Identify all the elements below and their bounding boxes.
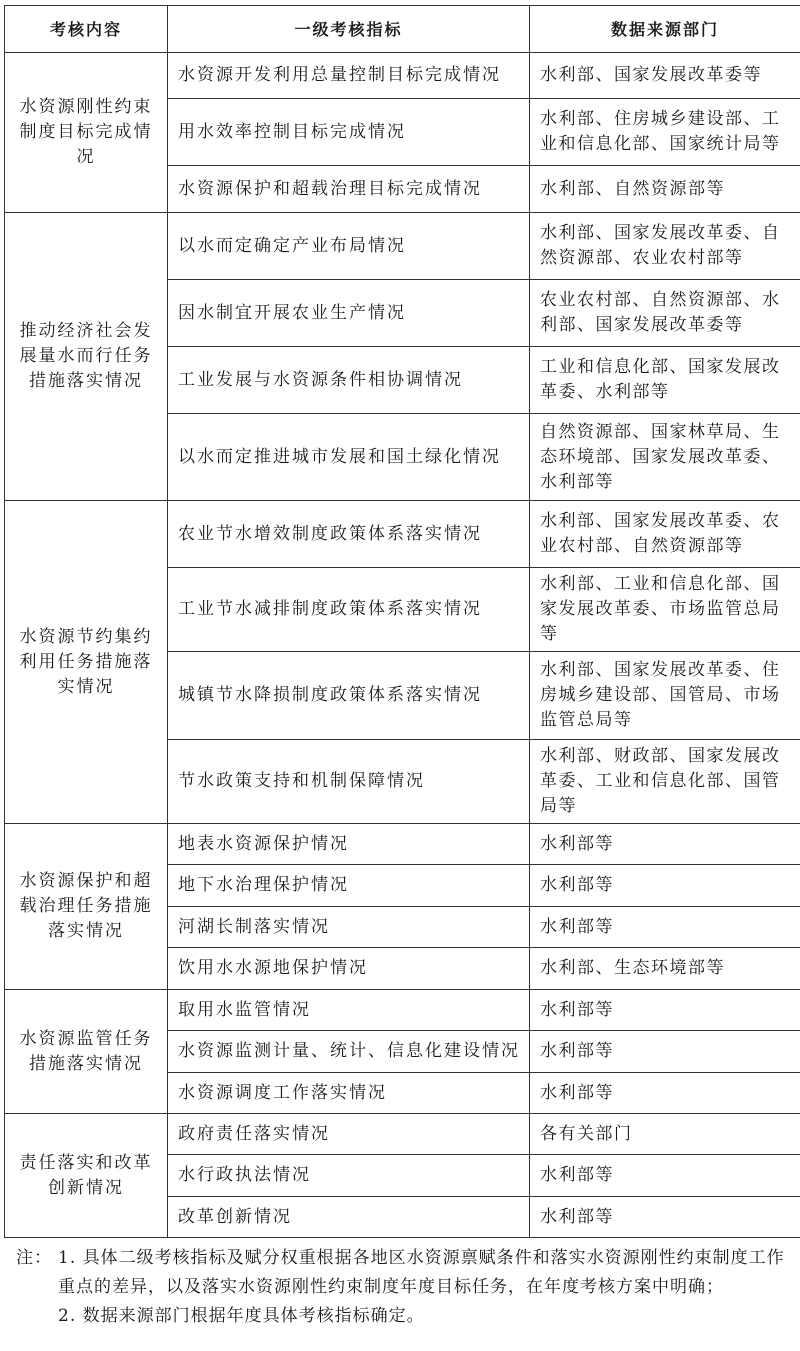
indicator-cell: 节水政策支持和机制保障情况 bbox=[168, 740, 530, 824]
source-department-cell: 水利部、生态环境部等 bbox=[530, 948, 800, 990]
indicator-cell: 河湖长制落实情况 bbox=[168, 907, 530, 948]
source-department-cell: 水利部等 bbox=[530, 1031, 800, 1073]
indicator-cell: 饮用水水源地保护情况 bbox=[168, 948, 530, 990]
indicator-cell: 以水而定推进城市发展和国土绿化情况 bbox=[168, 414, 530, 501]
assessment-content-cell: 推动经济社会发展量水而行任务措施落实情况 bbox=[5, 213, 168, 501]
assessment-content-cell: 水资源节约集约利用任务措施落实情况 bbox=[5, 501, 168, 824]
table-row bbox=[5, 501, 800, 568]
indicator-cell: 工业发展与水资源条件相协调情况 bbox=[168, 347, 530, 414]
indicator-cell: 政府责任落实情况 bbox=[168, 1114, 530, 1155]
indicator-cell: 水资源保护和超载治理目标完成情况 bbox=[168, 166, 530, 213]
assessment-table bbox=[4, 5, 800, 1238]
header-source: 数据来源部门 bbox=[530, 6, 800, 53]
source-department-cell: 各有关部门 bbox=[530, 1114, 800, 1155]
indicator-cell: 水资源调度工作落实情况 bbox=[168, 1073, 530, 1114]
header-row bbox=[5, 6, 800, 53]
source-department-cell: 水利部、自然资源部等 bbox=[530, 166, 800, 213]
assessment-content-cell: 水资源监管任务措施落实情况 bbox=[5, 990, 168, 1114]
indicator-cell: 水资源监测计量、统计、信息化建设情况 bbox=[168, 1031, 530, 1073]
notes bbox=[16, 1244, 792, 1331]
indicator-cell: 水行政执法情况 bbox=[168, 1155, 530, 1197]
source-department-cell: 水利部、工业和信息化部、国家发展改革委、市场监管总局等 bbox=[530, 568, 800, 652]
table-row bbox=[5, 213, 800, 280]
source-department-cell: 水利部、国家发展改革委、住房城乡建设部、国管局、市场监管总局等 bbox=[530, 652, 800, 740]
note-prefix: 注： bbox=[16, 1244, 58, 1302]
source-department-cell: 水利部、财政部、国家发展改革委、工业和信息化部、国管局等 bbox=[530, 740, 800, 824]
note-2 bbox=[16, 1302, 792, 1331]
table-body bbox=[5, 53, 800, 1238]
source-department-cell: 水利部等 bbox=[530, 990, 800, 1031]
assessment-content-cell: 责任落实和改革创新情况 bbox=[5, 1114, 168, 1238]
assessment-content-cell: 水资源保护和超载治理任务措施落实情况 bbox=[5, 824, 168, 990]
indicator-cell: 城镇节水降损制度政策体系落实情况 bbox=[168, 652, 530, 740]
source-department-cell: 水利部等 bbox=[530, 865, 800, 907]
source-department-cell: 水利部、住房城乡建设部、工业和信息化部、国家统计局等 bbox=[530, 99, 800, 166]
source-department-cell: 水利部、国家发展改革委等 bbox=[530, 53, 800, 99]
source-department-cell: 水利部、国家发展改革委、自然资源部、农业农村部等 bbox=[530, 213, 800, 280]
source-department-cell: 水利部等 bbox=[530, 907, 800, 948]
table-row bbox=[5, 990, 800, 1031]
source-department-cell: 水利部等 bbox=[530, 1155, 800, 1197]
table-row bbox=[5, 53, 800, 99]
indicator-cell: 水资源开发利用总量控制目标完成情况 bbox=[168, 53, 530, 99]
table-row bbox=[5, 1114, 800, 1155]
indicator-cell: 用水效率控制目标完成情况 bbox=[168, 99, 530, 166]
header-indicator: 一级考核指标 bbox=[168, 6, 530, 53]
source-department-cell: 水利部等 bbox=[530, 824, 800, 865]
indicator-cell: 取用水监管情况 bbox=[168, 990, 530, 1031]
note-1-text: 1. 具体二级考核指标及赋分权重根据各地区水资源禀赋条件和落实水资源刚性约束制度工作重点的差异，以及落实水资源刚性约束制度年度目标任务，在年度考核方案中明确； bbox=[58, 1244, 792, 1302]
header-content: 考核内容 bbox=[5, 6, 168, 53]
source-department-cell: 农业农村部、自然资源部、水利部、国家发展改革委等 bbox=[530, 280, 800, 347]
source-department-cell: 工业和信息化部、国家发展改革委、水利部等 bbox=[530, 347, 800, 414]
indicator-cell: 农业节水增效制度政策体系落实情况 bbox=[168, 501, 530, 568]
source-department-cell: 水利部等 bbox=[530, 1197, 800, 1238]
note-1 bbox=[16, 1244, 792, 1302]
table-row bbox=[5, 824, 800, 865]
indicator-cell: 工业节水减排制度政策体系落实情况 bbox=[168, 568, 530, 652]
source-department-cell: 水利部、国家发展改革委、农业农村部、自然资源部等 bbox=[530, 501, 800, 568]
indicator-cell: 地表水资源保护情况 bbox=[168, 824, 530, 865]
source-department-cell: 水利部等 bbox=[530, 1073, 800, 1114]
indicator-cell: 改革创新情况 bbox=[168, 1197, 530, 1238]
indicator-cell: 以水而定确定产业布局情况 bbox=[168, 213, 530, 280]
note-2-text: 2. 数据来源部门根据年度具体考核指标确定。 bbox=[58, 1302, 792, 1331]
indicator-cell: 地下水治理保护情况 bbox=[168, 865, 530, 907]
indicator-cell: 因水制宜开展农业生产情况 bbox=[168, 280, 530, 347]
source-department-cell: 自然资源部、国家林草局、生态环境部、国家发展改革委、水利部等 bbox=[530, 414, 800, 501]
assessment-content-cell: 水资源刚性约束制度目标完成情况 bbox=[5, 53, 168, 213]
